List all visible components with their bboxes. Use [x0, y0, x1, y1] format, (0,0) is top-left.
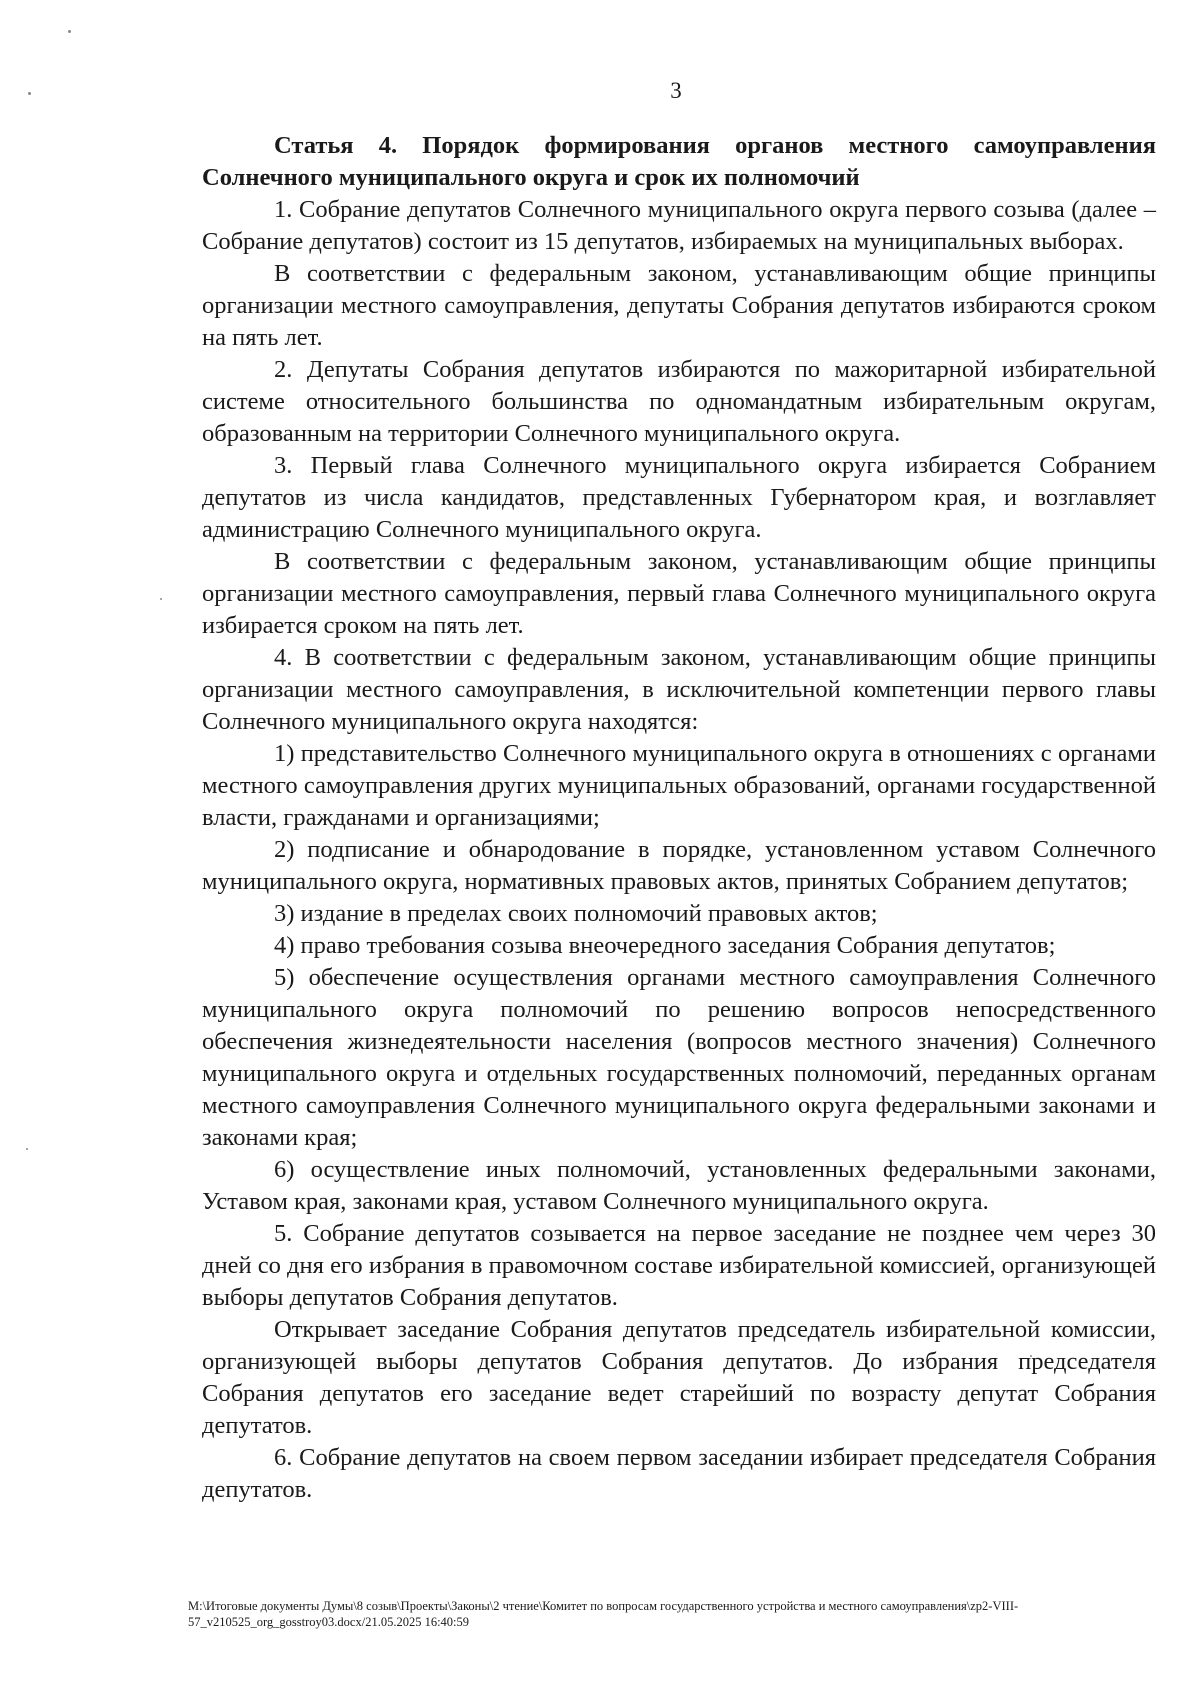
scan-speck: [68, 30, 71, 33]
list-item: 2) подписание и обнародование в порядке, установленном уставом Солнечного муниципального округа, нормативных правовых актов, принятых Собранием депутатов;: [202, 836, 1156, 895]
list-item: 5) обеспечение осуществления органами местного самоуправления Солнечного муниципального округа полномочий по решению вопросов непосредственного обеспечения жизнедеятельности населения (вопросов местного значения) Солнечного муниципального округа и отдельных государственных полномочий, переданных органам местного самоуправления Солнечного муниципального округа федеральными законами и законами края;: [202, 964, 1156, 1151]
paragraph: 4. В соответствии с федеральным законом, устанавливающим общие принципы организации местного самоуправления, в исключительной компетенции первого главы Солнечного муниципального округа находятся:: [202, 644, 1156, 735]
list-item: 1) представительство Солнечного муниципального округа в отношениях с органами местного самоуправления других муниципальных образований, органами государственной власти, гражданами и организациями;: [202, 740, 1156, 831]
scan-speck: [28, 92, 31, 95]
page-number: 3: [670, 78, 682, 103]
scan-speck: [26, 1148, 28, 1150]
list-item: 6) осуществление иных полномочий, установленных федеральными законами, Уставом края, законами края, уставом Солнечного муниципального округа.: [202, 1156, 1156, 1215]
list-item: 4) право требования созыва внеочередного заседания Собрания депутатов;: [274, 932, 1056, 959]
paragraph: 2. Депутаты Собрания депутатов избираются по мажоритарной избирательной системе относительного большинства по одномандатным избирательным округам, образованным на территории Солнечного муниципального округа.: [202, 356, 1156, 447]
file-path-footer: M:\Итоговые документы Думы\8 созыв\Проекты\Законы\2 чтение\Комитет по вопросам государственного устройства и местного самоуправления\zp2-VIII-57_v210525_org_gosstroy03.docx/21.05.2025 16:40:59: [188, 1599, 1019, 1629]
list-item: 3) издание в пределах своих полномочий правовых актов;: [274, 900, 878, 927]
paragraph: 3. Первый глава Солнечного муниципального округа избирается Собранием депутатов из числа кандидатов, представленных Губернатором края, и возглавляет администрацию Солнечного муниципального округа.: [202, 452, 1156, 543]
scan-speck: [160, 598, 162, 600]
paragraph: В соответствии с федеральным законом, устанавливающим общие принципы организации местного самоуправления, первый глава Солнечного муниципального округа избирается сроком на пять лет.: [202, 548, 1156, 639]
paragraph: 6. Собрание депутатов на своем первом заседании избирает председателя Собрания депутатов.: [202, 1444, 1156, 1503]
paragraph: 5. Собрание депутатов созывается на первое заседание не позднее чем через 30 дней со дня его избрания в правомочном составе избирательной комиссией, организующей выборы депутатов Собрания депутатов.: [202, 1220, 1156, 1311]
paragraph: Открывает заседание Собрания депутатов председатель избирательной комиссии, организующей выборы депутатов Собрания депутатов. До избрания председателя Собрания депутатов его заседание ведет старейший по возрасту депутат Собрания депутатов.: [202, 1316, 1156, 1439]
article-title: Статья 4. Порядок формирования органов местного самоуправления Солнечного муниципального округа и срок их полномочий: [202, 132, 1156, 191]
document-body: [202, 130, 1156, 1506]
paragraph: 1. Собрание депутатов Солнечного муниципального округа первого созыва (далее – Собрание депутатов) состоит из 15 депутатов, избираемых на муниципальных выборах.: [202, 196, 1156, 255]
paragraph: В соответствии с федеральным законом, устанавливающим общие принципы организации местного самоуправления, депутаты Собрания депутатов избираются сроком на пять лет.: [202, 260, 1156, 351]
